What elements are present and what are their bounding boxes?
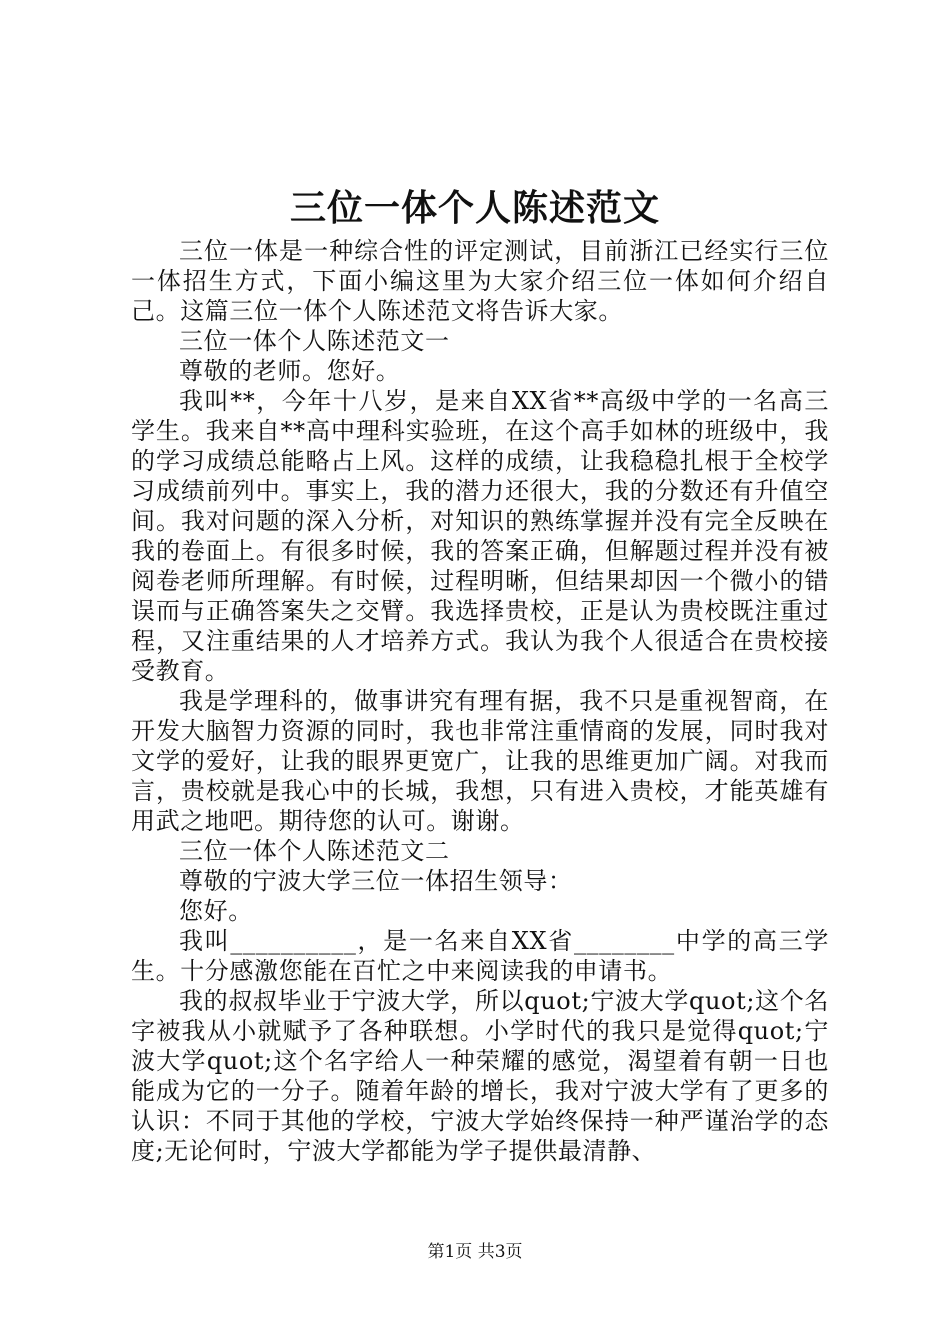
body-paragraph: 我的叔叔毕业于宁波大学，所以quot;宁波大学quot;这个名字被我从小就赋予了各种联想。小学时代的我只是觉得quot;宁波大学quot;这个名字给人一种荣耀的感觉，渴望着有朝一日也能成为它的一分子。随着年龄的增长，我对宁波大学有了更多的认识：不同于其他的学校，宁波大学始终保持一种严谨治学的态度;无论何时，宁波大学都能为学子提供最清静、 (131, 987, 829, 1165)
intro-paragraph: 三位一体是一种综合性的评定测试，目前浙江已经实行三位一体招生方式，下面小编这里为大家介绍三位一体如何介绍自己。这篇三位一体个人陈述范文将告诉大家。 (131, 237, 829, 325)
salutation-2: 尊敬的宁波大学三位一体招生领导： (179, 867, 573, 895)
document-body (131, 236, 829, 1166)
body-paragraph: 我叫**，今年十八岁，是来自XX省**高级中学的一名高三学生。我来自**高中理科实验班，在这个高手如林的班级中，我的学习成绩总能略占上风。这样的成绩，让我稳稳扎根于全校学习成绩前列中。事实上，我的潜力还很大，我的分数还有升值空间。我对问题的深入分析，对知识的熟练掌握并没有完全反映在我的卷面上。有很多时候，我的答案正确，但解题过程并没有被阅卷老师所理解。有时候，过程明晰，但结果却因一个微小的错误而与正确答案失之交臂。我选择贵校，正是认为贵校既注重过程，又注重结果的人才培养方式。我认为我个人很适合在贵校接受教育。 (131, 387, 829, 685)
salutation-1: 尊敬的老师。您好。 (179, 357, 401, 385)
body-paragraph: 我是学理科的，做事讲究有理有据，我不只是重视智商，在开发大脑智力资源的同时，我也非常注重情商的发展，同时我对文学的爱好，让我的眼界更宽广，让我的思维更加广阔。对我而言，贵校就是我心中的长城，我想，只有进入贵校，才能英雄有用武之地吧。期待您的认可。谢谢。 (131, 687, 829, 835)
page-footer: 第1页 共3页 (427, 1242, 523, 1262)
section-heading-2: 三位一体个人陈述范文二 (179, 837, 450, 865)
section-heading-1: 三位一体个人陈述范文一 (179, 327, 450, 355)
document-title: 三位一体个人陈述范文 (289, 187, 660, 229)
greeting: 您好。 (179, 897, 253, 925)
body-paragraph: 我叫__________，是一名来自XX省________中学的高三学生。十分感激您能在百忙之中来阅读我的申请书。 (131, 927, 829, 985)
